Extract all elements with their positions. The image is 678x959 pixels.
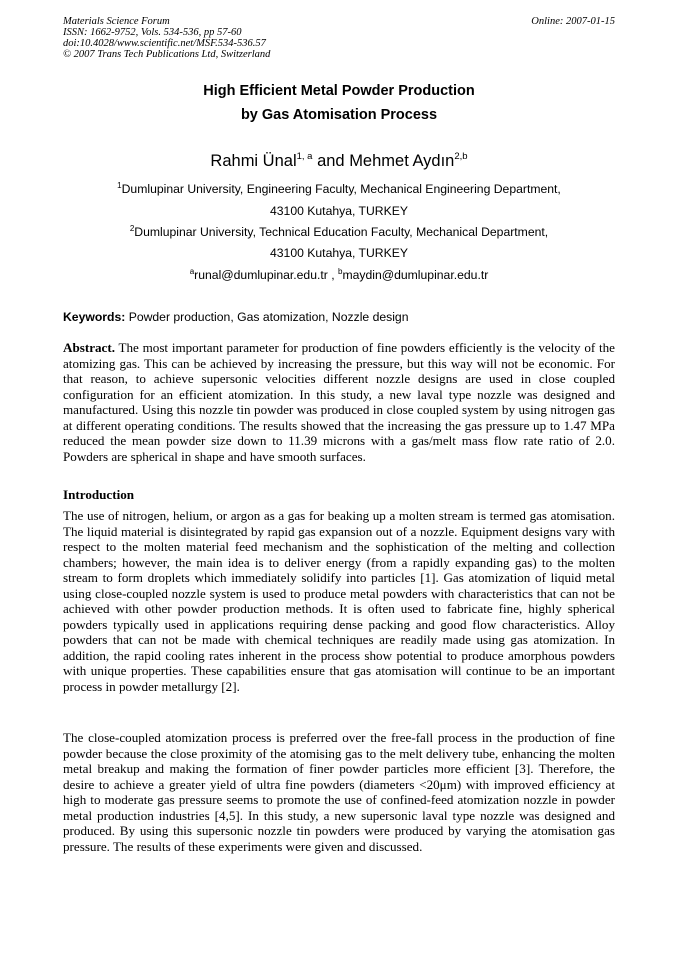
journal-name: Materials Science Forum — [63, 16, 170, 27]
author-list — [0, 150, 678, 172]
keywords-text: Powder production, Gas atomization, Nozzle design — [125, 310, 409, 324]
abstract-text: The most important parameter for production of fine powders efficiently is the velocity of the atomizing gas. This can be achieved by increasing the pressure, but this way will not be economic. For that reason, to achieve supersonic velocities different nozzle designs are used in close coupled configuration for an efficient atomization. In this study, a new laval type nozzle was designed and manufactured. Using this nozzle tin powder was produced in close coupled system by using nitrogen gas at different operating conditions. The results showed that the increasing the gas pressure up to 1.47 MPa reduced the mean powder size down to 11.39 microns with a gas/melt mass flow rate ratio of 2.0. Powders are spherical in shape and have smooth surfaces. — [63, 340, 615, 464]
paper-title — [0, 79, 678, 127]
author-superscript: 2,b — [454, 151, 468, 162]
affiliation-text: Dumlupinar University, Technical Education Faculty, Mechanical Department, — [134, 225, 549, 239]
section-heading-introduction: Introduction — [63, 487, 135, 502]
email-superscript: b — [337, 267, 343, 276]
journal-header — [63, 16, 463, 60]
author-conjunction: and — [312, 152, 350, 170]
affiliation-superscript: 1 — [117, 181, 122, 190]
abstract — [63, 340, 615, 464]
email-line — [0, 265, 678, 287]
email-address: runal@dumlupinar.edu.tr , — [194, 268, 338, 282]
title-line-1: High Efficient Metal Powder Production — [203, 83, 475, 99]
affiliation-text: Dumlupinar University, Engineering Faculty, Mechanical Engineering Department, — [121, 182, 561, 196]
author-name: Rahmi Ünal — [210, 152, 297, 170]
affiliation-1-line-2: 43100 Kutahya, TURKEY — [270, 204, 408, 218]
keywords-label: Keywords: — [63, 310, 126, 324]
title-line-2: by Gas Atomisation Process — [240, 107, 438, 123]
affiliation-superscript: 2 — [129, 224, 135, 233]
introduction-paragraph-1: The use of nitrogen, helium, or argon as a gas for beaking up a molten stream is termed gas atomisation. The liquid material is disintegrated by rapid gas expansion out of a nozzle. Equipment designs vary with respect to the molten material feed mechanism and the sophistication of the melting and collection chambers; however, the main idea is to deliver energy (from a rapidly expanding gas) to the molten stream to form droplets which immediately solidify into particles [1]. Gas atomization of liquid metal using close-coupled nozzle system is used to produce metal powders with characteristics that can not be achieved with other powder production methods. It is often used to fabricate fine, highly spherical powders typically used in applications requiring dense packing and good flow characteristics. Alloy powders that can not be made with chemical techniques are readily made using gas atomization. In addition, the rapid cooling rates inherent in the process show potential to produce amorphous powders with unique properties. These capabilities ensure that gas atomisation will continue to be an important process in powder metallurgy [2]. — [63, 508, 615, 695]
issn-line: ISSN: 1662-9752, Vols. 534-536, pp 57-60 — [63, 27, 242, 38]
affiliation-2-line-2: 43100 Kutahya, TURKEY — [270, 246, 408, 260]
email-address: maydin@dumlupinar.edu.tr — [342, 268, 489, 282]
introduction-paragraph-2: The close-coupled atomization process is preferred over the free-fall process in the production of fine powder because the close proximity of the atomising gas to the melt delivery tube, enhancing the molten metal breakup and making the formation of finer powder particles more efficient [3]. Therefore, the desire to achieve a greater yield of ultra fine powders (diameters <20μm) with improved efficiency at high to moderate gas pressure seems to promote the use of confined-feed atomization nozzle in powder metal production industries [4,5]. In this study, a new supersonic laval type nozzle was designed and produced. By using this supersonic nozzle tin powders were produced by varying the atomisation gas pressure. The results of these experiments were given and discussed. — [63, 730, 615, 854]
author-name: Mehmet Aydın — [349, 152, 455, 170]
author-superscript: 1, a — [296, 151, 313, 162]
doi-line: doi:10.4028/www.scientific.net/MSF.534-536.57 — [63, 38, 266, 49]
abstract-label: Abstract. — [63, 340, 115, 355]
online-date: Online: 2007-01-15 — [531, 16, 615, 27]
copyright-line: © 2007 Trans Tech Publications Ltd, Switzerland — [63, 49, 271, 60]
affiliation-2-line-1 — [0, 222, 678, 244]
keywords — [63, 309, 623, 325]
affiliation-1-line-1 — [0, 179, 678, 201]
email-superscript: a — [189, 267, 195, 276]
